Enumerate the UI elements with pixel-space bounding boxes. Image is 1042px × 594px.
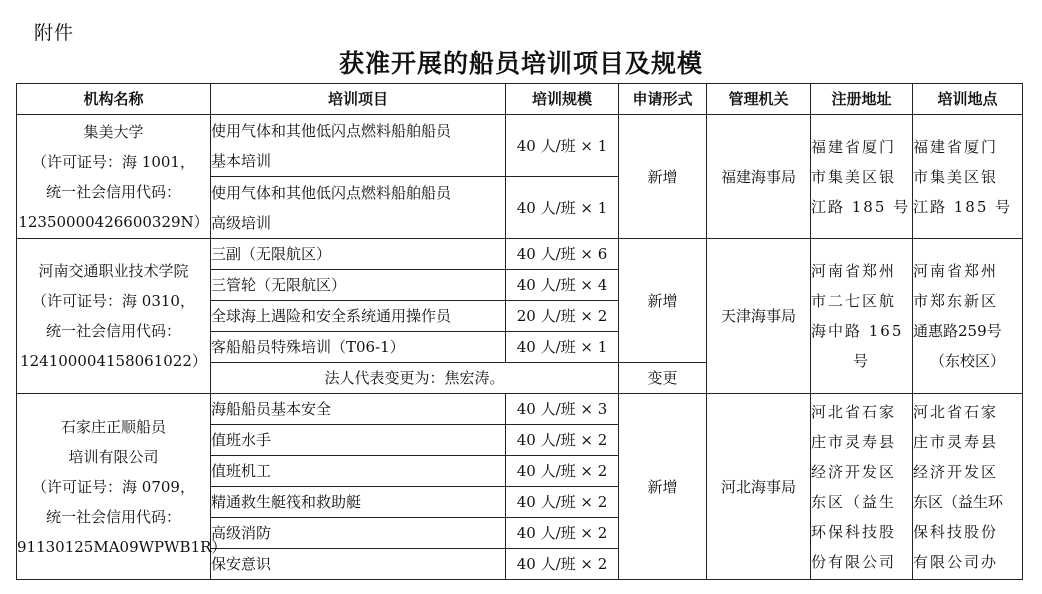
institution-name-line: 124100004158061022） xyxy=(20,352,207,370)
location-line: 市郑东新区 xyxy=(913,292,999,310)
location-line: （东校区） xyxy=(929,352,1005,370)
col-header-application: 申请形式 xyxy=(619,84,707,115)
project-cell: 精通救生艇筏和救助艇 xyxy=(211,487,506,518)
scale-cell: 40 人/班 × 1 xyxy=(506,177,619,239)
institution-name-line: 培训有限公司 xyxy=(68,447,159,466)
project-cell: 三管轮（无限航区） xyxy=(211,270,506,301)
scale-cell: 40 人/班 × 2 xyxy=(506,487,619,518)
address-line: 市集美区银 xyxy=(811,167,897,186)
location-line: 有限公司办 xyxy=(913,552,999,571)
project-line: 基本培训 xyxy=(211,151,272,170)
project-cell: 三副（无限航区） xyxy=(211,239,506,270)
reg-address-cell xyxy=(811,394,913,580)
document-title: 获准开展的船员培训项目及规模 xyxy=(338,49,703,78)
authority-cell: 河北海事局 xyxy=(707,394,811,580)
address-line: 市二七区航 xyxy=(811,292,897,310)
location-line: 保科技股份 xyxy=(913,522,999,541)
col-header-authority: 管理机关 xyxy=(707,84,811,115)
address-line: 经济开发区 xyxy=(811,462,897,481)
project-cell: 客船船员特殊培训（T06-1） xyxy=(211,332,506,363)
institution-name-line: 石家庄正顺船员 xyxy=(60,417,166,436)
table-row xyxy=(17,394,1023,425)
institution-name-line: （许可证号：海 0310， xyxy=(32,292,195,310)
application-cell: 新增 xyxy=(619,239,707,363)
location-line: 庄市灵寿县 xyxy=(913,432,999,451)
col-header-institution: 机构名称 xyxy=(17,84,211,115)
location-line: 市集美区银 xyxy=(913,167,999,186)
institution-name-line: 91130125MA09WPWB1R） xyxy=(17,537,227,556)
address-line: 东区（益生 xyxy=(811,492,897,511)
application-cell: 新增 xyxy=(619,115,707,239)
address-line: 福建省厦门 xyxy=(811,137,897,156)
scale-cell: 40 人/班 × 6 xyxy=(506,239,619,270)
institution-name-line: （许可证号：海 1001， xyxy=(32,152,195,171)
col-header-project: 培训项目 xyxy=(211,84,506,115)
address-line: 号 xyxy=(852,352,870,370)
project-line: 高级培训 xyxy=(211,213,272,232)
scale-cell: 40 人/班 × 4 xyxy=(506,270,619,301)
institution-name-line: 统一社会信用代码： xyxy=(45,182,181,201)
address-line: 环保科技股 xyxy=(811,522,897,541)
table-row xyxy=(17,239,1023,270)
change-application-cell: 变更 xyxy=(619,363,707,394)
project-line: 使用气体和其他低闪点燃料船舶船员 xyxy=(211,121,452,140)
scale-cell: 40 人/班 × 1 xyxy=(506,115,619,177)
reg-address-cell xyxy=(811,239,913,394)
scale-cell: 40 人/班 × 1 xyxy=(506,332,619,363)
col-header-reg-address: 注册地址 xyxy=(811,84,913,115)
institution-name-cell xyxy=(17,239,211,394)
institution-name-line: 河南交通职业技术学院 xyxy=(38,262,189,280)
authority-cell: 天津海事局 xyxy=(707,239,811,394)
address-line: 海中路 165 xyxy=(811,322,904,340)
location-line: 河北省石家 xyxy=(913,402,999,421)
location-line: 东区（益生环 xyxy=(913,492,1004,511)
institution-name-line: 12350000426600329N） xyxy=(18,212,209,231)
institution-name-line: 统一社会信用代码： xyxy=(45,507,181,526)
project-cell: 值班机工 xyxy=(211,456,506,487)
institution-name-cell xyxy=(17,394,227,580)
application-cell: 新增 xyxy=(619,394,707,580)
project-cell: 值班水手 xyxy=(211,425,506,456)
institution-name-line: 集美大学 xyxy=(83,122,144,141)
scale-cell: 40 人/班 × 2 xyxy=(506,425,619,456)
table-header-row xyxy=(17,84,1023,115)
institution-name-line: （许可证号：海 0709， xyxy=(32,477,195,496)
project-cell: 高级消防 xyxy=(211,518,506,549)
change-note-cell: 法人代表变更为：焦宏涛。 xyxy=(211,363,619,394)
location-line: 通惠路259号 xyxy=(913,322,1002,340)
training-location-cell xyxy=(913,394,1023,580)
project-cell xyxy=(211,177,506,239)
reg-address-cell xyxy=(811,115,913,239)
location-line: 江路 185 号 xyxy=(913,197,1013,216)
scale-cell: 20 人/班 × 2 xyxy=(506,301,619,332)
project-line: 使用气体和其他低闪点燃料船舶船员 xyxy=(211,183,452,202)
project-cell xyxy=(211,115,506,177)
location-line: 经济开发区 xyxy=(913,462,999,481)
col-header-scale: 培训规模 xyxy=(506,84,619,115)
authority-cell: 福建海事局 xyxy=(707,115,811,239)
training-location-cell xyxy=(913,115,1023,239)
address-line: 份有限公司 xyxy=(811,552,897,571)
project-cell: 全球海上遇险和安全系统通用操作员 xyxy=(211,301,506,332)
training-table xyxy=(16,83,1023,580)
scale-cell: 40 人/班 × 2 xyxy=(506,549,619,580)
address-line: 河南省郑州 xyxy=(811,262,897,280)
scale-cell: 40 人/班 × 2 xyxy=(506,518,619,549)
project-cell: 保安意识 xyxy=(211,549,506,580)
project-cell: 海船船员基本安全 xyxy=(211,394,506,425)
location-line: 福建省厦门 xyxy=(913,137,999,156)
institution-name-cell xyxy=(17,115,211,239)
address-line: 庄市灵寿县 xyxy=(811,432,897,451)
location-line: 河南省郑州 xyxy=(913,262,999,280)
attachment-label: 附件 xyxy=(34,22,75,44)
address-line: 河北省石家 xyxy=(811,402,897,421)
address-line: 江路 185 号 xyxy=(811,197,911,216)
training-location-cell xyxy=(913,239,1023,394)
scale-cell: 40 人/班 × 2 xyxy=(506,456,619,487)
institution-name-line: 统一社会信用代码： xyxy=(45,322,181,340)
scale-cell: 40 人/班 × 3 xyxy=(506,394,619,425)
col-header-location: 培训地点 xyxy=(913,84,1023,115)
table-row xyxy=(17,115,1023,177)
